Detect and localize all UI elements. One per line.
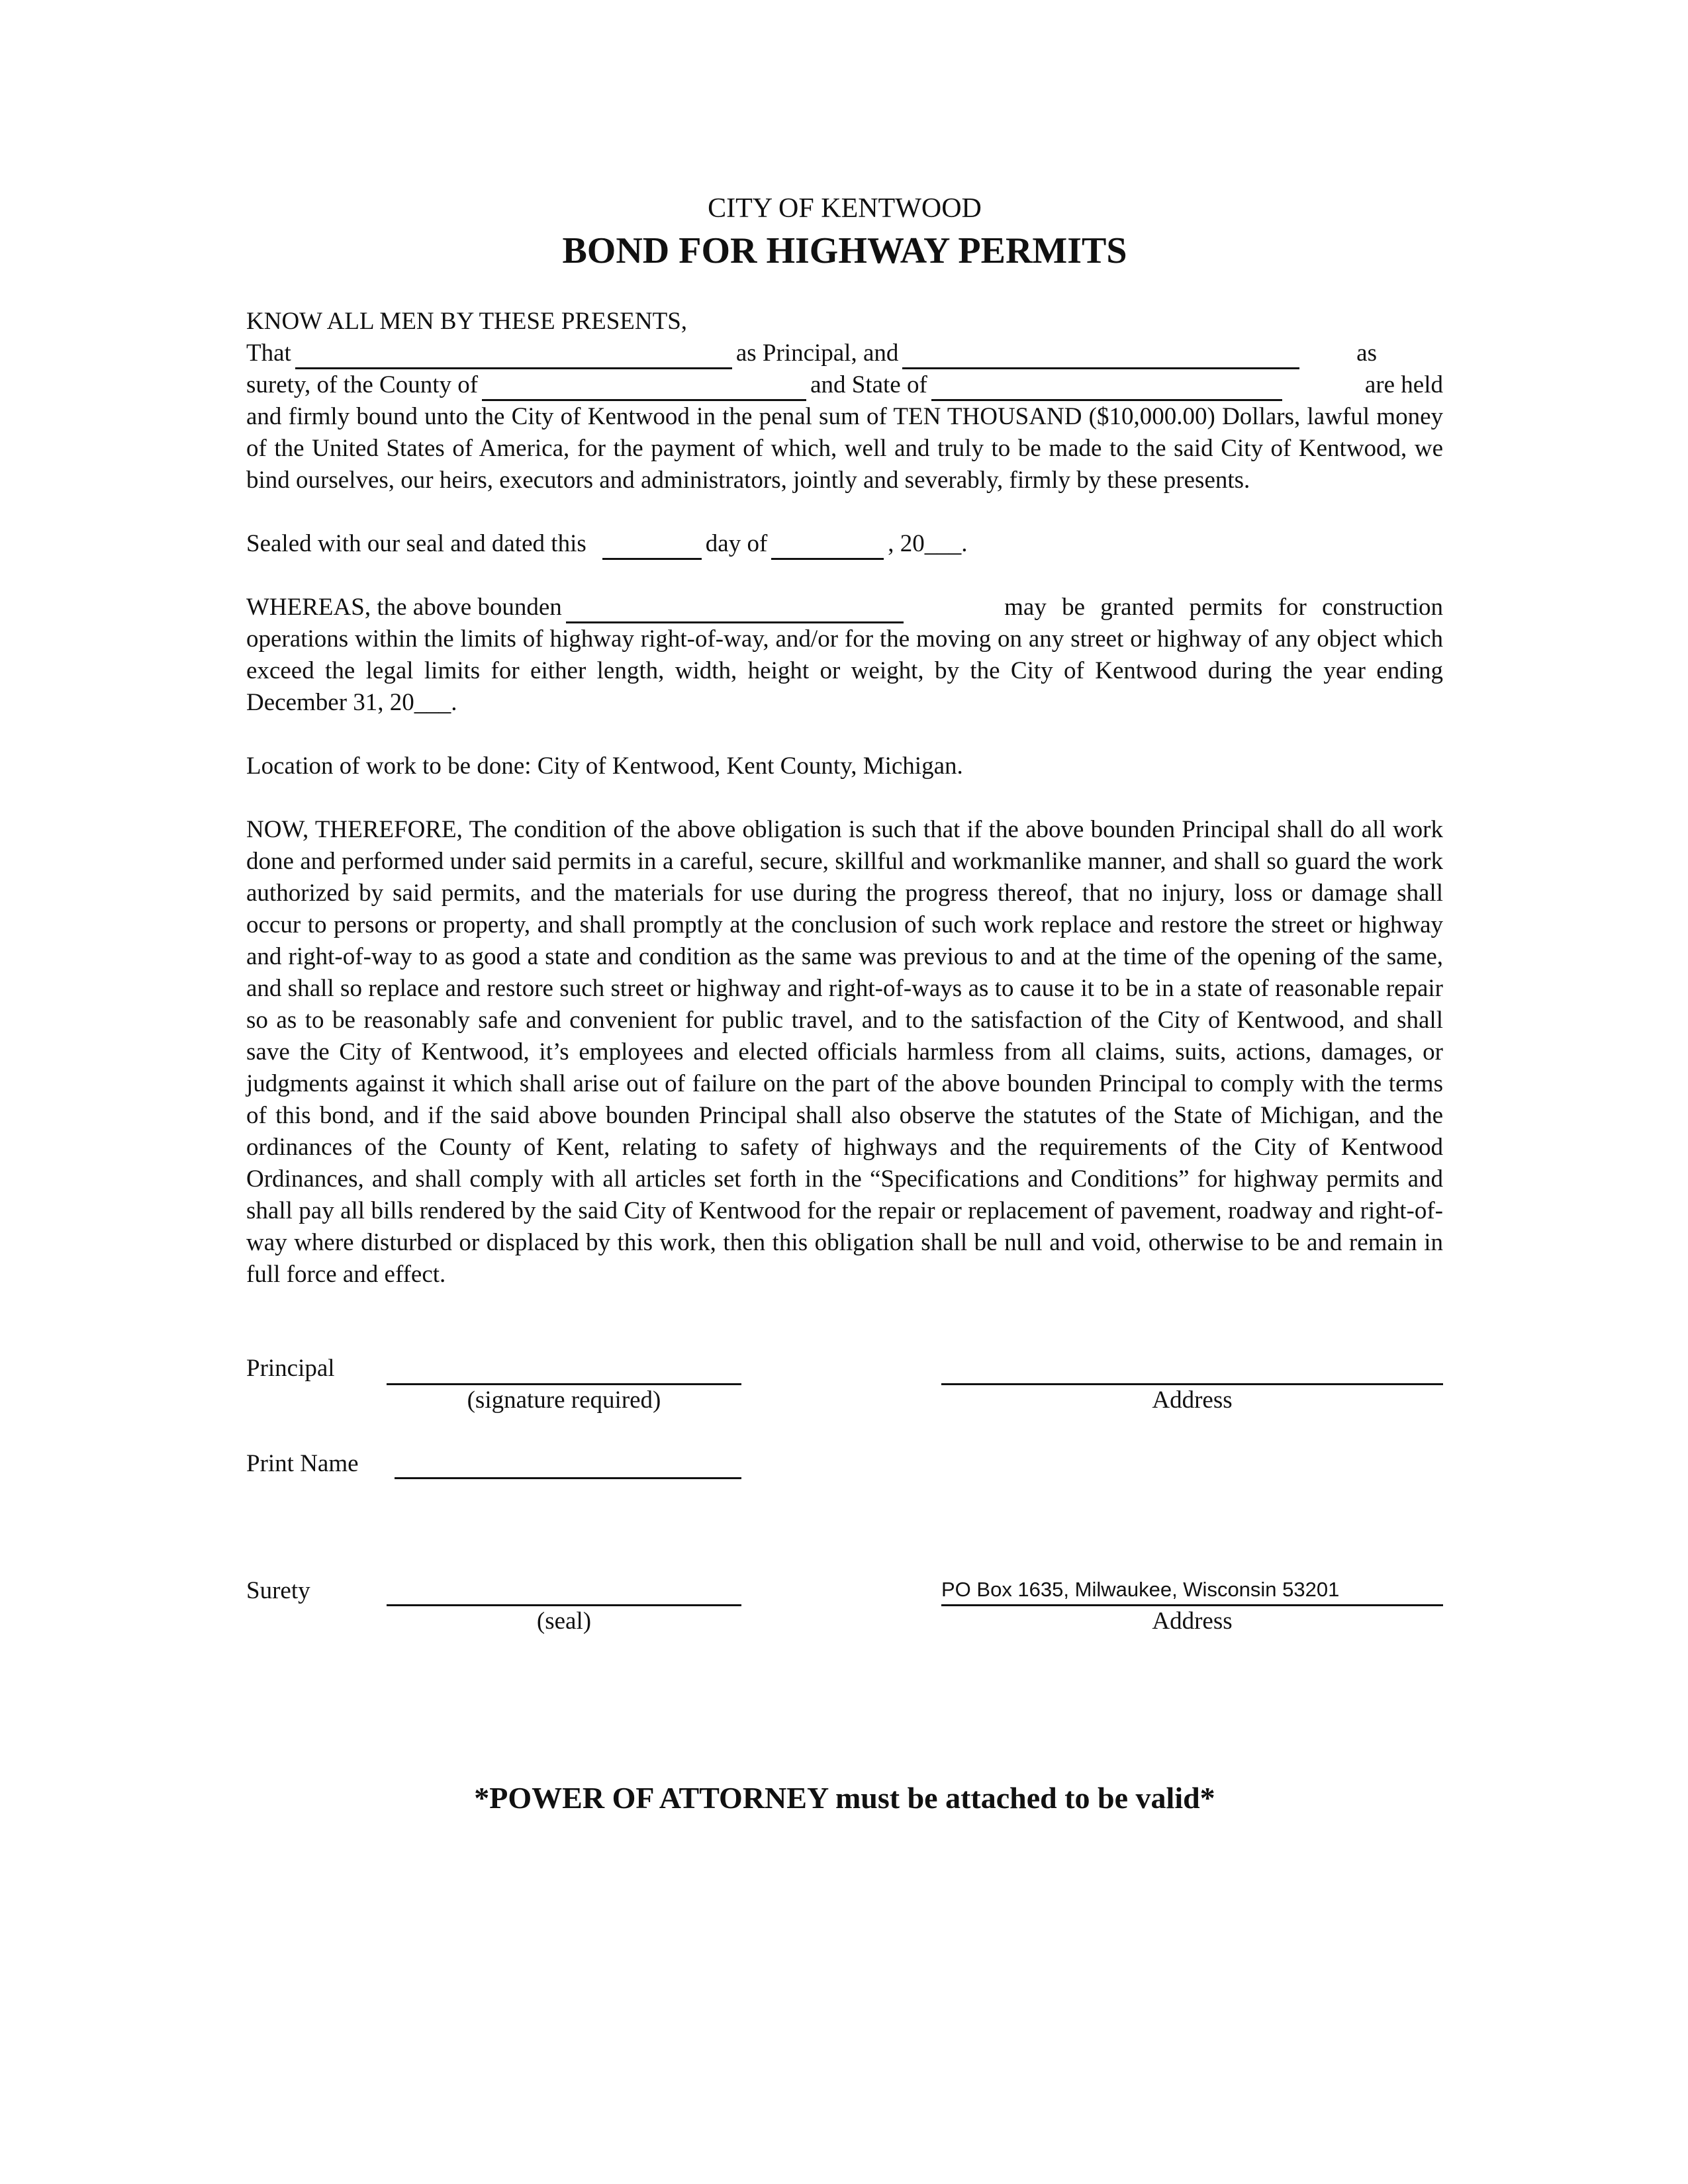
signature-section [246, 1330, 1443, 1754]
bound-paragraph: and firmly bound unto the City of Kentwood in the penal sum of TEN THOUSAND ($10,000.00) Dollars, lawful money of the United States of America, for the payment of which, well and truly to be made to the said City of Kentwood, we bind ourselves, our heirs, executors and administrators, jointly and severably, firmly by these presents. [246, 402, 1443, 494]
surety-county-text: surety, of the County of [246, 371, 479, 398]
signature-required-caption: (signature required) [467, 1386, 661, 1414]
print-name-line[interactable] [395, 1477, 741, 1479]
and-state-text: and State of [810, 371, 927, 398]
year-prefix-text: , 20 [888, 529, 925, 557]
principal-row [246, 338, 1443, 369]
bond-document [246, 192, 1443, 1815]
that-text: That [246, 339, 291, 367]
whereas-inline-text: may be granted permits for construction [1004, 593, 1443, 621]
location-text: Location of work to be done: City of Kentwood, Kent County, Michigan. [246, 752, 963, 780]
document-title: BOND FOR HIGHWAY PERMITS [562, 230, 1127, 272]
principal-name-blank[interactable] [295, 342, 732, 369]
month-blank[interactable] [771, 533, 884, 560]
surety-address-caption: Address [1152, 1607, 1233, 1635]
whereas-prefix-text: WHEREAS, the above bounden [246, 593, 562, 621]
principal-label: Principal [246, 1354, 335, 1382]
principal-address-caption: Address [1152, 1386, 1233, 1414]
sealed-row [246, 528, 1443, 560]
are-held-text: are held [1364, 371, 1443, 398]
surety-name-blank[interactable] [902, 342, 1299, 369]
seal-caption: (seal) [536, 1607, 592, 1635]
opening-line [246, 306, 1443, 338]
day-blank[interactable] [602, 533, 702, 560]
county-blank[interactable] [482, 374, 806, 401]
whereas-paragraph: operations within the limits of highway right-of-way, and/or for the moving on any street or highway of any object which exceed the legal limits for either length, width, height or weight, by the City of Kentwood during the year ending December 31, 20___. [246, 625, 1443, 716]
therefore-paragraph: NOW, THEREFORE, The condition of the above obligation is such that if the above bounden Principal shall do all work done and performed under said permits in a careful, secure, skillful and workmanlike manner, and shall so guard the work authorized by said permits, and the materials for use during the progress thereof, that no injury, loss or damage shall occur to persons or property, and shall promptly at the conclusion of such work replace and restore the street or highway and right-of-way to as good a state and condition as the same was previous to and at the time of the opening of the same, and shall so replace and restore such street or highway and right-of-ways as to cause it to be in a state of reasonable repair so as to be reasonably safe and convenient for public travel, and to the satisfaction of the City of Kentwood, and shall save the City of Kentwood, it’s employees and elected officials harmless from all claims, suits, actions, damages, or judgments against it which shall arise out of failure on the part of the above bounden Principal to comply with the terms of this bond, and if the said above bounden Principal shall also observe the statutes of the State of Michigan, and the ordinances of the County of Kent, relating to safety of highways and the requirements of the City of Kentwood Ordinances, and shall comply with all articles set forth in the “Specifications and Conditions” for highway permits and shall pay all bills rendered by the said City of Kentwood for the repair or replacement of pavement, roadway and right-of-way where disturbed or displaced by this work, then this obligation shall be null and void, otherwise to be and remain in full force and effect. [246, 815, 1443, 1288]
year-suffix-text: ___. [924, 529, 968, 557]
bounden-blank[interactable] [566, 596, 904, 623]
power-of-attorney-notice: *POWER OF ATTORNEY must be attached to be valid* [474, 1780, 1215, 1815]
surety-label: Surety [246, 1576, 310, 1604]
whereas-row [246, 592, 1443, 623]
day-of-text: day of [705, 529, 768, 557]
as-principal-text: as Principal, and [735, 339, 899, 367]
city-heading: CITY OF KENTWOOD [708, 193, 982, 224]
state-blank[interactable] [931, 374, 1282, 401]
opening-text: KNOW ALL MEN BY THESE PRESENTS, [246, 307, 688, 335]
surety-address-value: PO Box 1635, Milwaukee, Wisconsin 53201 [941, 1577, 1340, 1601]
county-state-row [246, 369, 1443, 401]
sealed-text: Sealed with our seal and dated this [246, 529, 586, 557]
print-name-label: Print Name [246, 1449, 359, 1477]
as-text: as [1356, 339, 1377, 367]
